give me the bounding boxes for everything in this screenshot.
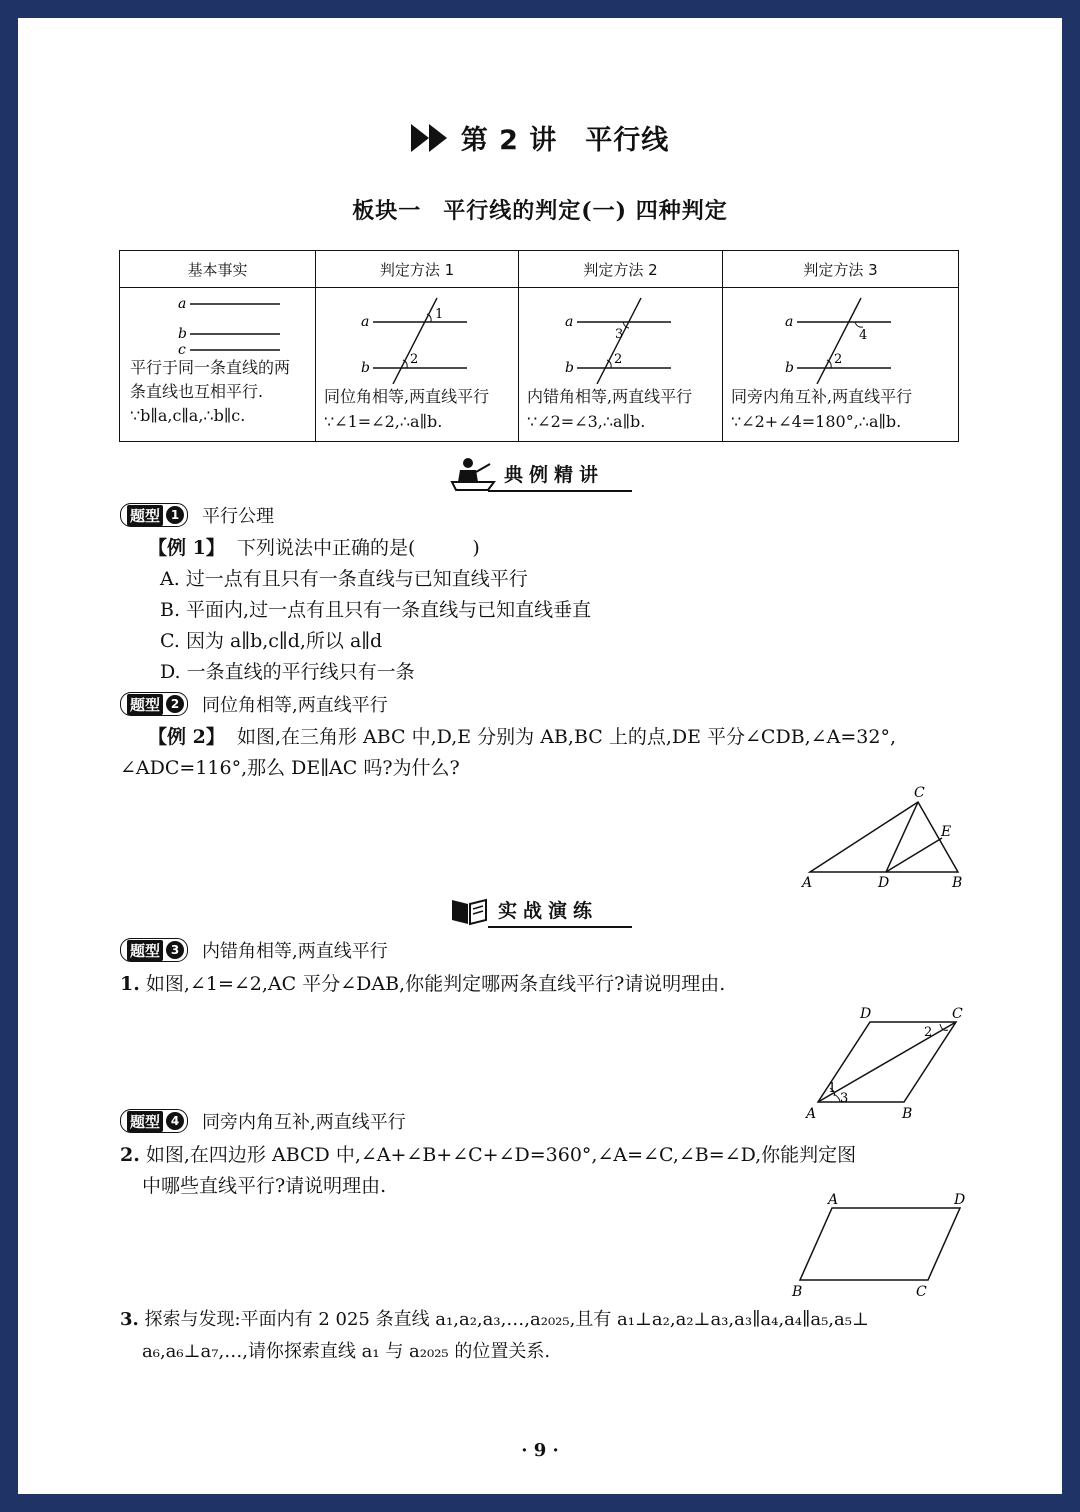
page-number: · 9 · [521,1440,559,1461]
double-arrow-icon [411,124,449,159]
triangle-abc-figure [796,784,972,892]
method3-reason: ∵∠2+∠4=180°,∴a∥b. [731,412,902,431]
table-header: 判定方法 3 [723,251,959,288]
section-topic: 平行线的判定(一) 四种判定 [443,198,728,224]
type-2-title: 同位角相等,两直线平行 [202,695,388,716]
svg-text:a: a [564,314,573,330]
method1-cell [316,288,519,442]
type-4-header [120,1108,406,1134]
example-1-option-d: D. 一条直线的平行线只有一条 [160,661,415,683]
method1-reason: ∵∠1=∠2,∴a∥b. [324,412,443,431]
exercise-1: 1. 如图,∠1=∠2,AC 平分∠DAB,你能判定哪两条直线平行?请说明理由. [120,973,726,995]
svg-text:C: C [916,1284,927,1300]
practice-banner [448,890,632,930]
quadrilateral-abcd-figure [784,1188,972,1300]
svg-text:3: 3 [614,327,623,342]
basic-fact-cell [120,288,316,442]
svg-text:A: A [806,1106,817,1122]
svg-text:2: 2 [924,1025,933,1040]
section-title [0,194,1080,225]
svg-text:A: A [802,875,813,891]
type-3-title: 内错角相等,两直线平行 [202,941,388,962]
svg-text:a: a [177,296,186,312]
svg-text:B: B [792,1284,803,1300]
example-2-line2: ∠ADC=116°,那么 DE∥AC 吗?为什么? [120,757,460,779]
example-1-question: 【例 1】 下列说法中正确的是( ) [148,537,480,559]
svg-text:a: a [361,314,370,330]
table-row [120,288,959,442]
lecture-topic: 平行线 [585,125,670,156]
table-header: 判定方法 2 [519,251,723,288]
method1-text: 同位角相等,两直线平行 [324,387,490,406]
alternate-angles-figure [561,294,681,384]
type-1-header [120,502,274,528]
type-4-title: 同旁内角互补,两直线平行 [202,1112,406,1133]
svg-text:1: 1 [828,1081,837,1096]
basic-fact-text: 平行于同一条直线的两 [130,358,291,377]
quadrilateral-dabc-figure [800,1002,972,1124]
type-1-title: 平行公理 [202,506,275,527]
type-badge: 题型 1 [120,503,188,527]
methods-table [119,250,959,442]
type-badge: 题型 3 [120,938,188,962]
svg-text:D: D [860,1006,872,1022]
section-label: 板块一 [352,198,422,224]
co-interior-angles-figure [781,294,901,384]
svg-text:A: A [828,1192,839,1208]
svg-text:D: D [954,1192,966,1208]
example-1-option-b: B. 平面内,过一点有且只有一条直线与已知直线垂直 [160,599,592,621]
lecturer-icon [448,456,498,492]
type-3-header [120,937,388,963]
type-2-header [120,691,388,717]
svg-text:b: b [361,360,370,376]
svg-text:B: B [952,875,963,891]
lecture-number: 第 2 讲 [460,125,558,156]
basic-fact-text: 条直线也互相平行. [130,382,264,401]
svg-text:3: 3 [840,1091,849,1106]
three-parallel-lines-figure [148,294,288,356]
example-1-option-c: C. 因为 a∥b,c∥d,所以 a∥d [160,630,383,652]
type-badge: 题型 4 [120,1109,188,1133]
svg-text:4: 4 [858,328,867,343]
svg-text:c: c [177,342,186,356]
examples-banner [448,454,632,494]
svg-text:2: 2 [410,352,419,367]
svg-text:a: a [784,314,793,330]
method2-text: 内错角相等,两直线平行 [527,387,693,406]
svg-text:B: B [902,1106,913,1122]
svg-text:C: C [952,1006,963,1022]
method3-text: 同旁内角互补,两直线平行 [731,387,913,406]
table-header: 基本事实 [120,251,316,288]
exercise-3-line2: a₆,a₆⊥a₇,…,请你探索直线 a₁ 与 a₂₀₂₅ 的位置关系. [142,1341,551,1362]
book-icon [448,894,490,926]
svg-text:C: C [914,785,925,801]
lecture-title [0,118,1080,159]
exercise-2-line2: 中哪些直线平行?请说明理由. [142,1175,387,1197]
practice-banner-text: 实战演练 [498,900,599,922]
svg-text:1: 1 [435,307,444,322]
basic-fact-reason: ∵b∥a,c∥a,∴b∥c. [130,406,246,425]
method2-reason: ∵∠2=∠3,∴a∥b. [527,412,646,431]
exercise-3-line1: 3. 探索与发现:平面内有 2 025 条直线 a₁,a₂,a₃,…,a₂₀₂₅,且有 a₁⊥a₂,a₂⊥a₃,a₃∥a₄,a₄∥a₅,a₅⊥ [120,1309,869,1330]
svg-text:b: b [784,360,794,376]
svg-text:b: b [177,326,187,342]
corresponding-angles-figure [357,294,477,384]
examples-banner-text: 典例精讲 [504,464,605,486]
table-header-row [120,251,959,288]
svg-text:b: b [564,360,574,376]
method2-cell [519,288,723,442]
method3-cell [723,288,959,442]
table-header: 判定方法 1 [316,251,519,288]
exercise-2-line1: 2. 如图,在四边形 ABCD 中,∠A+∠B+∠C+∠D=360°,∠A=∠C,∠B=∠D,你能判定图 [120,1144,857,1166]
type-badge: 题型 2 [120,692,188,716]
example-2-line1: 【例 2】 如图,在三角形 ABC 中,D,E 分别为 AB,BC 上的点,DE 平分∠CDB,∠A=32°, [148,726,896,748]
svg-text:2: 2 [613,352,622,367]
svg-text:2: 2 [833,352,842,367]
svg-text:D: D [878,875,890,891]
example-1-option-a: A. 过一点有且只有一条直线与已知直线平行 [160,568,528,590]
svg-text:E: E [941,824,952,840]
